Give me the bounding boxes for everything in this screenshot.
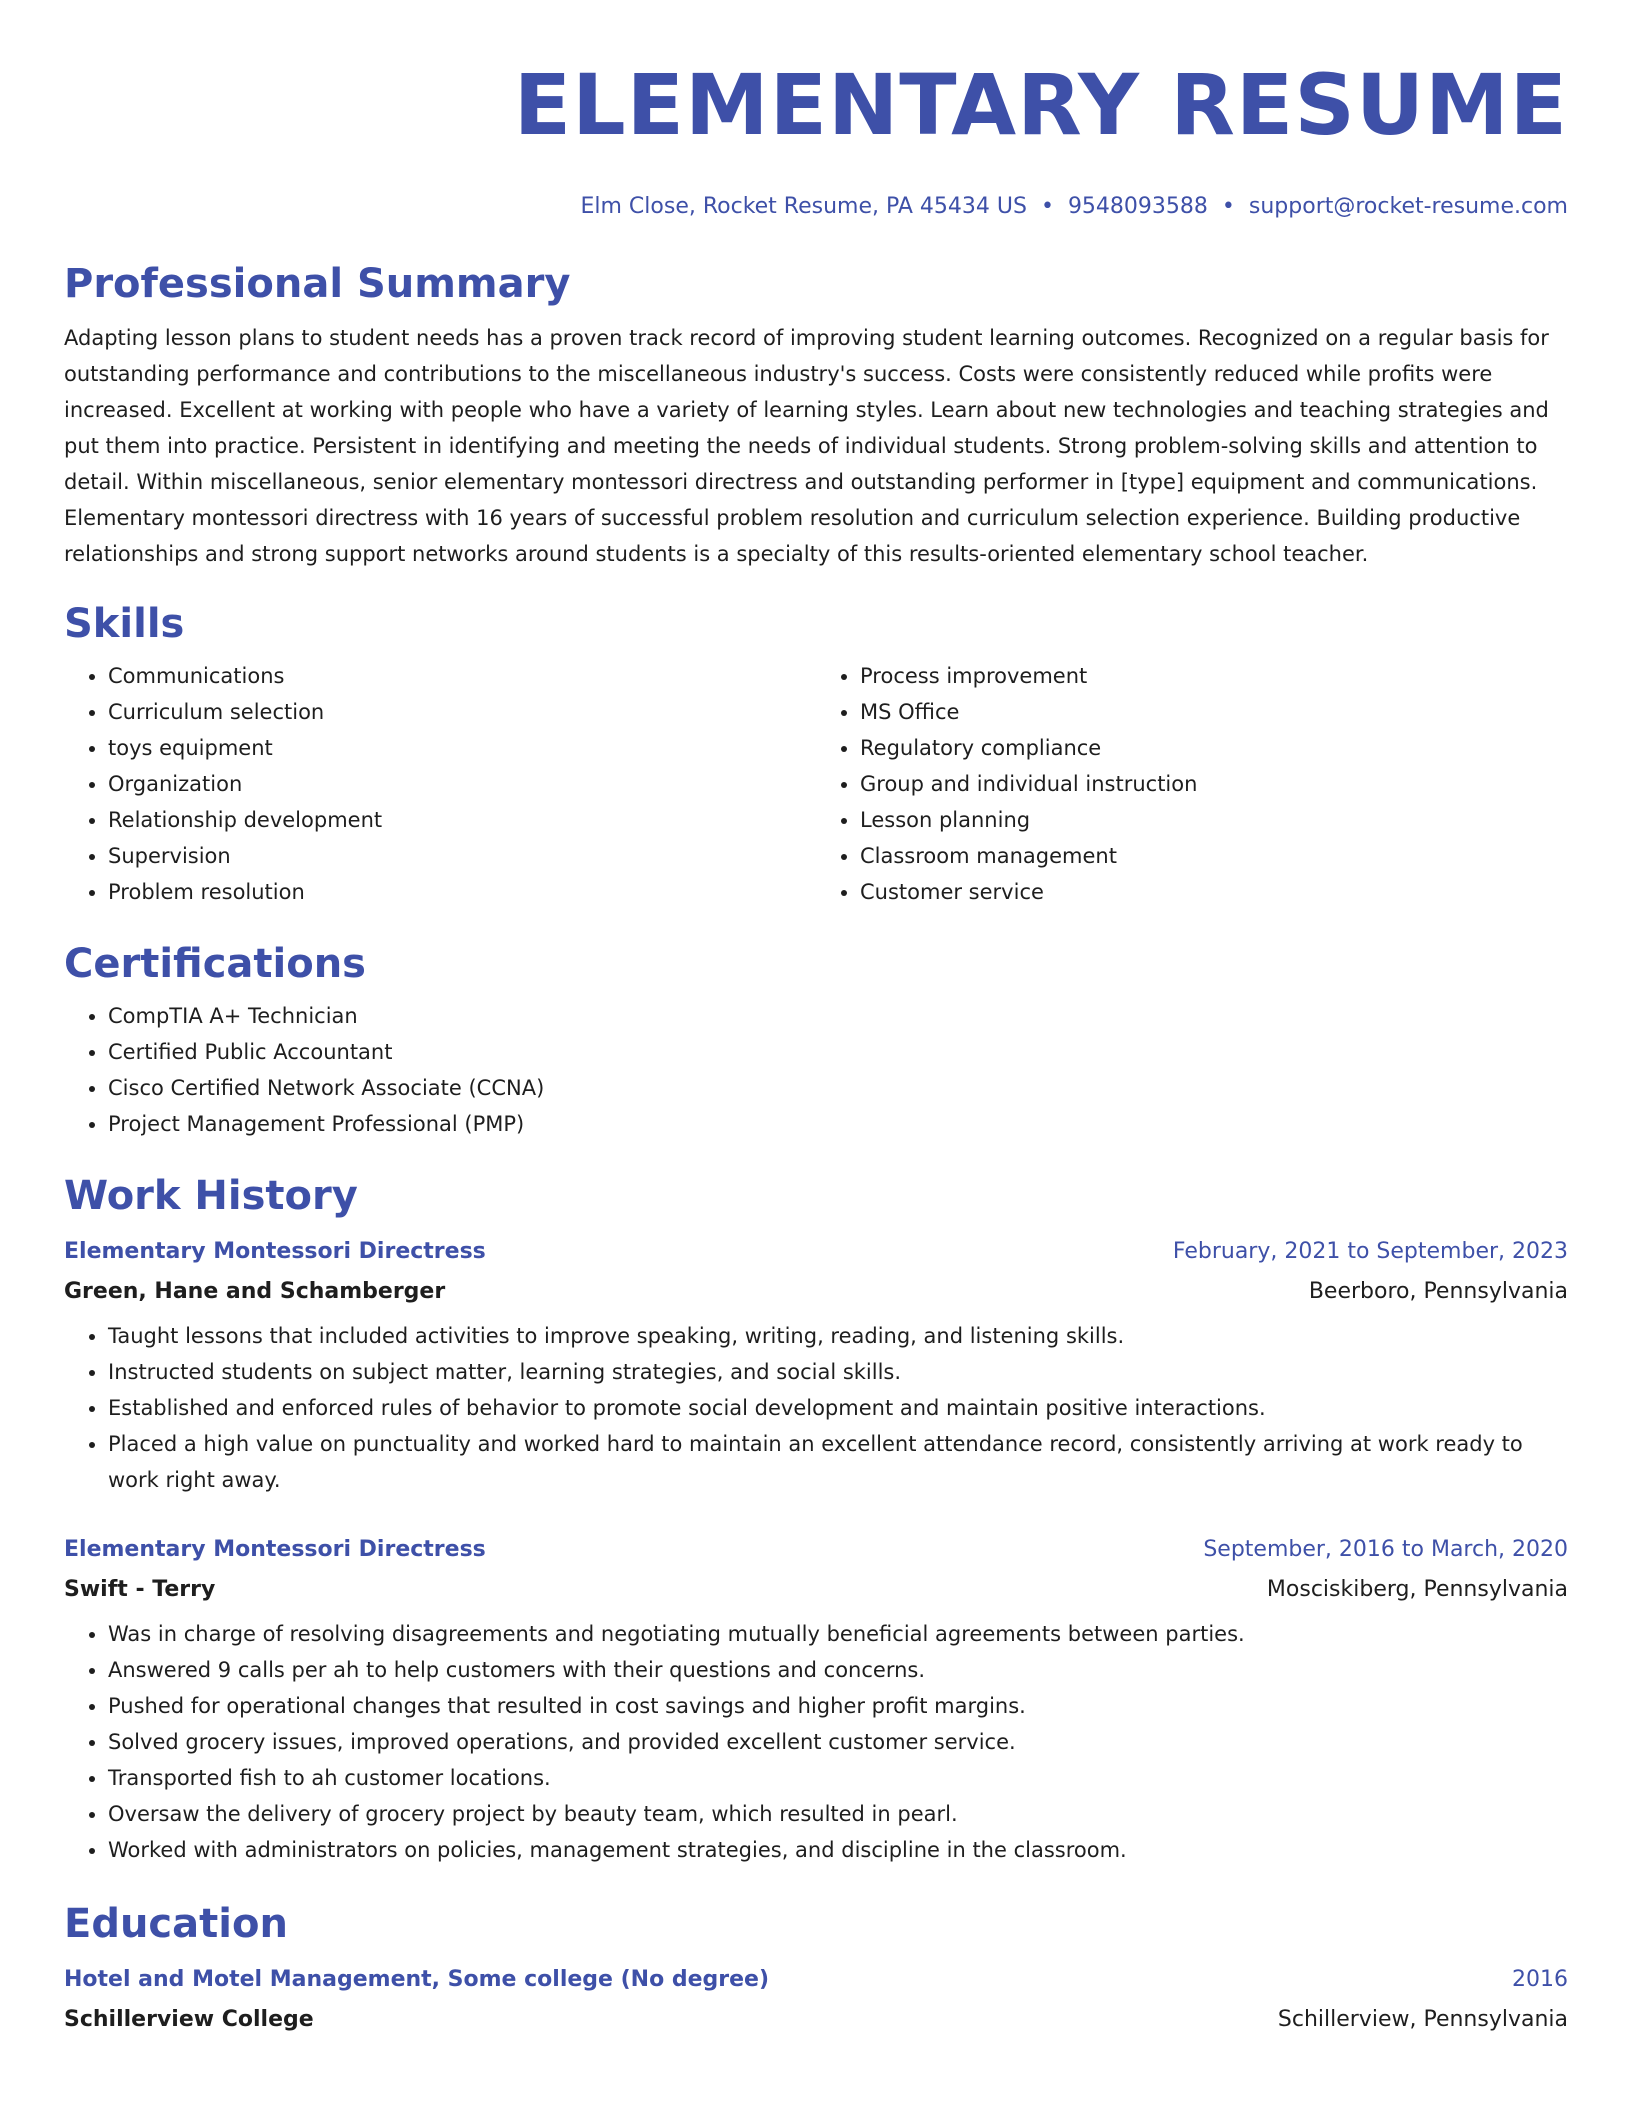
skill-item: • Customer service bbox=[860, 874, 1568, 910]
contact-phone: 9548093588 bbox=[1067, 194, 1208, 219]
contact-separator: • bbox=[1221, 194, 1235, 219]
education-degree: Hotel and Motel Management, Some college (No degree) bbox=[64, 1967, 770, 1992]
skill-item: • Curriculum selection bbox=[108, 694, 816, 730]
job-bullet: • Placed a high value on punctuality and worked hard to maintain an excellent attendance record, consistently arriving at work ready to work right away. bbox=[108, 1426, 1568, 1498]
job-bullets bbox=[64, 1616, 1568, 1868]
job-header-row bbox=[64, 1530, 1568, 1570]
job-bullet: • Taught lessons that included activities to improve speaking, writing, reading, and listening skills. bbox=[108, 1318, 1568, 1354]
skill-item: • Relationship development bbox=[108, 802, 816, 838]
skill-item: • Classroom management bbox=[860, 838, 1568, 874]
job-bullet: • Answered 9 calls per ah to help customers with their questions and concerns. bbox=[108, 1652, 1568, 1688]
skill-item: • Process improvement bbox=[860, 658, 1568, 694]
job-bullet: • Was in charge of resolving disagreements and negotiating mutually beneficial agreements between parties. bbox=[108, 1616, 1568, 1652]
skill-item: • Supervision bbox=[108, 838, 816, 874]
contact-separator: • bbox=[1040, 194, 1054, 219]
resume-page bbox=[64, 50, 1568, 2040]
skill-item: • Organization bbox=[108, 766, 816, 802]
job-dates: February, 2021 to September, 2023 bbox=[1172, 1239, 1568, 1264]
contact-address: Elm Close, Rocket Resume, PA 45434 US bbox=[580, 194, 1027, 219]
education-heading: Education bbox=[64, 1901, 288, 1947]
education-header-row bbox=[64, 1960, 1568, 2000]
skill-item: • Lesson planning bbox=[860, 802, 1568, 838]
skill-item: • Communications bbox=[108, 658, 816, 694]
job-company-row bbox=[64, 1272, 1568, 1312]
certification-item: • CompTIA A+ Technician bbox=[108, 998, 1568, 1034]
job-bullet: • Transported fish to ah customer locations. bbox=[108, 1760, 1568, 1796]
job-title: Elementary Montessori Directress bbox=[64, 1239, 486, 1264]
job-location: Mosciskiberg, Pennsylvania bbox=[1266, 1577, 1568, 1602]
education-year: 2016 bbox=[1512, 1967, 1568, 1992]
job-bullet: • Solved grocery issues, improved operations, and provided excellent customer service. bbox=[108, 1724, 1568, 1760]
skill-item: • toys equipment bbox=[108, 730, 816, 766]
summary-heading: Professional Summary bbox=[64, 261, 571, 307]
job-entry bbox=[64, 1530, 1568, 1868]
skills-column-right bbox=[816, 658, 1568, 910]
contact-email: support@rocket-resume.com bbox=[1248, 194, 1568, 219]
job-bullet: • Established and enforced rules of behavior to promote social development and maintain positive interactions. bbox=[108, 1390, 1568, 1426]
skills-column-left bbox=[64, 658, 816, 910]
education-location: Schillerview, Pennsylvania bbox=[1277, 2007, 1568, 2032]
skill-item: • Group and individual instruction bbox=[860, 766, 1568, 802]
education-school-row bbox=[64, 2000, 1568, 2040]
job-bullet: • Pushed for operational changes that resulted in cost savings and higher profit margins. bbox=[108, 1688, 1568, 1724]
certification-item: • Certified Public Accountant bbox=[108, 1034, 1568, 1070]
job-location: Beerboro, Pennsylvania bbox=[1308, 1279, 1568, 1304]
contact-line bbox=[64, 192, 1568, 222]
certifications-list bbox=[64, 998, 1568, 1142]
certification-item: • Cisco Certified Network Associate (CCNA) bbox=[108, 1070, 1568, 1106]
job-bullet: • Instructed students on subject matter, learning strategies, and social skills. bbox=[108, 1354, 1568, 1390]
education-school: Schillerview College bbox=[64, 2007, 314, 2032]
job-title: Elementary Montessori Directress bbox=[64, 1537, 486, 1562]
skills-list bbox=[64, 658, 1568, 910]
job-header-row bbox=[64, 1232, 1568, 1272]
education-entry bbox=[64, 1960, 1568, 2040]
summary-text: Adapting lesson plans to student needs has a proven track record of improving student learning outcomes. Recognized on a regular basis for outstanding performance and contributions to the miscellaneous industry's success. Costs were consistently reduced while profits were increased. Excellent at working with people who have a variety of learning styles. Learn about new technologies and teaching strategies and put them into practice. Persistent in identifying and meeting the needs of individual students. Strong problem-solving skills and attention to detail. Within miscellaneous, senior elementary montessori directress and outstanding performer in [type] equipment and communications. Elementary montessori directress with 16 years of successful problem resolution and curriculum selection experience. Building productive relationships and strong support networks around students is a specialty of this results-oriented elementary school teacher. bbox=[64, 326, 1549, 566]
skill-item: • Problem resolution bbox=[108, 874, 816, 910]
job-company: Swift - Terry bbox=[64, 1577, 216, 1602]
certifications-heading: Certifications bbox=[64, 941, 366, 987]
job-company: Green, Hane and Schamberger bbox=[64, 1279, 446, 1304]
job-entry bbox=[64, 1232, 1568, 1498]
skill-item: • Regulatory compliance bbox=[860, 730, 1568, 766]
skills-heading: Skills bbox=[64, 601, 185, 647]
job-bullets bbox=[64, 1318, 1568, 1498]
job-bullet: • Worked with administrators on policies, management strategies, and discipline in the classroom. bbox=[108, 1832, 1568, 1868]
certification-item: • Project Management Professional (PMP) bbox=[108, 1106, 1568, 1142]
work-history-heading: Work History bbox=[64, 1173, 358, 1219]
job-dates: September, 2016 to March, 2020 bbox=[1203, 1537, 1568, 1562]
job-company-row bbox=[64, 1570, 1568, 1610]
job-bullet: • Oversaw the delivery of grocery project by beauty team, which resulted in pearl. bbox=[108, 1796, 1568, 1832]
resume-name: ELEMENTARY RESUME bbox=[513, 56, 1568, 154]
skill-item: • MS Office bbox=[860, 694, 1568, 730]
